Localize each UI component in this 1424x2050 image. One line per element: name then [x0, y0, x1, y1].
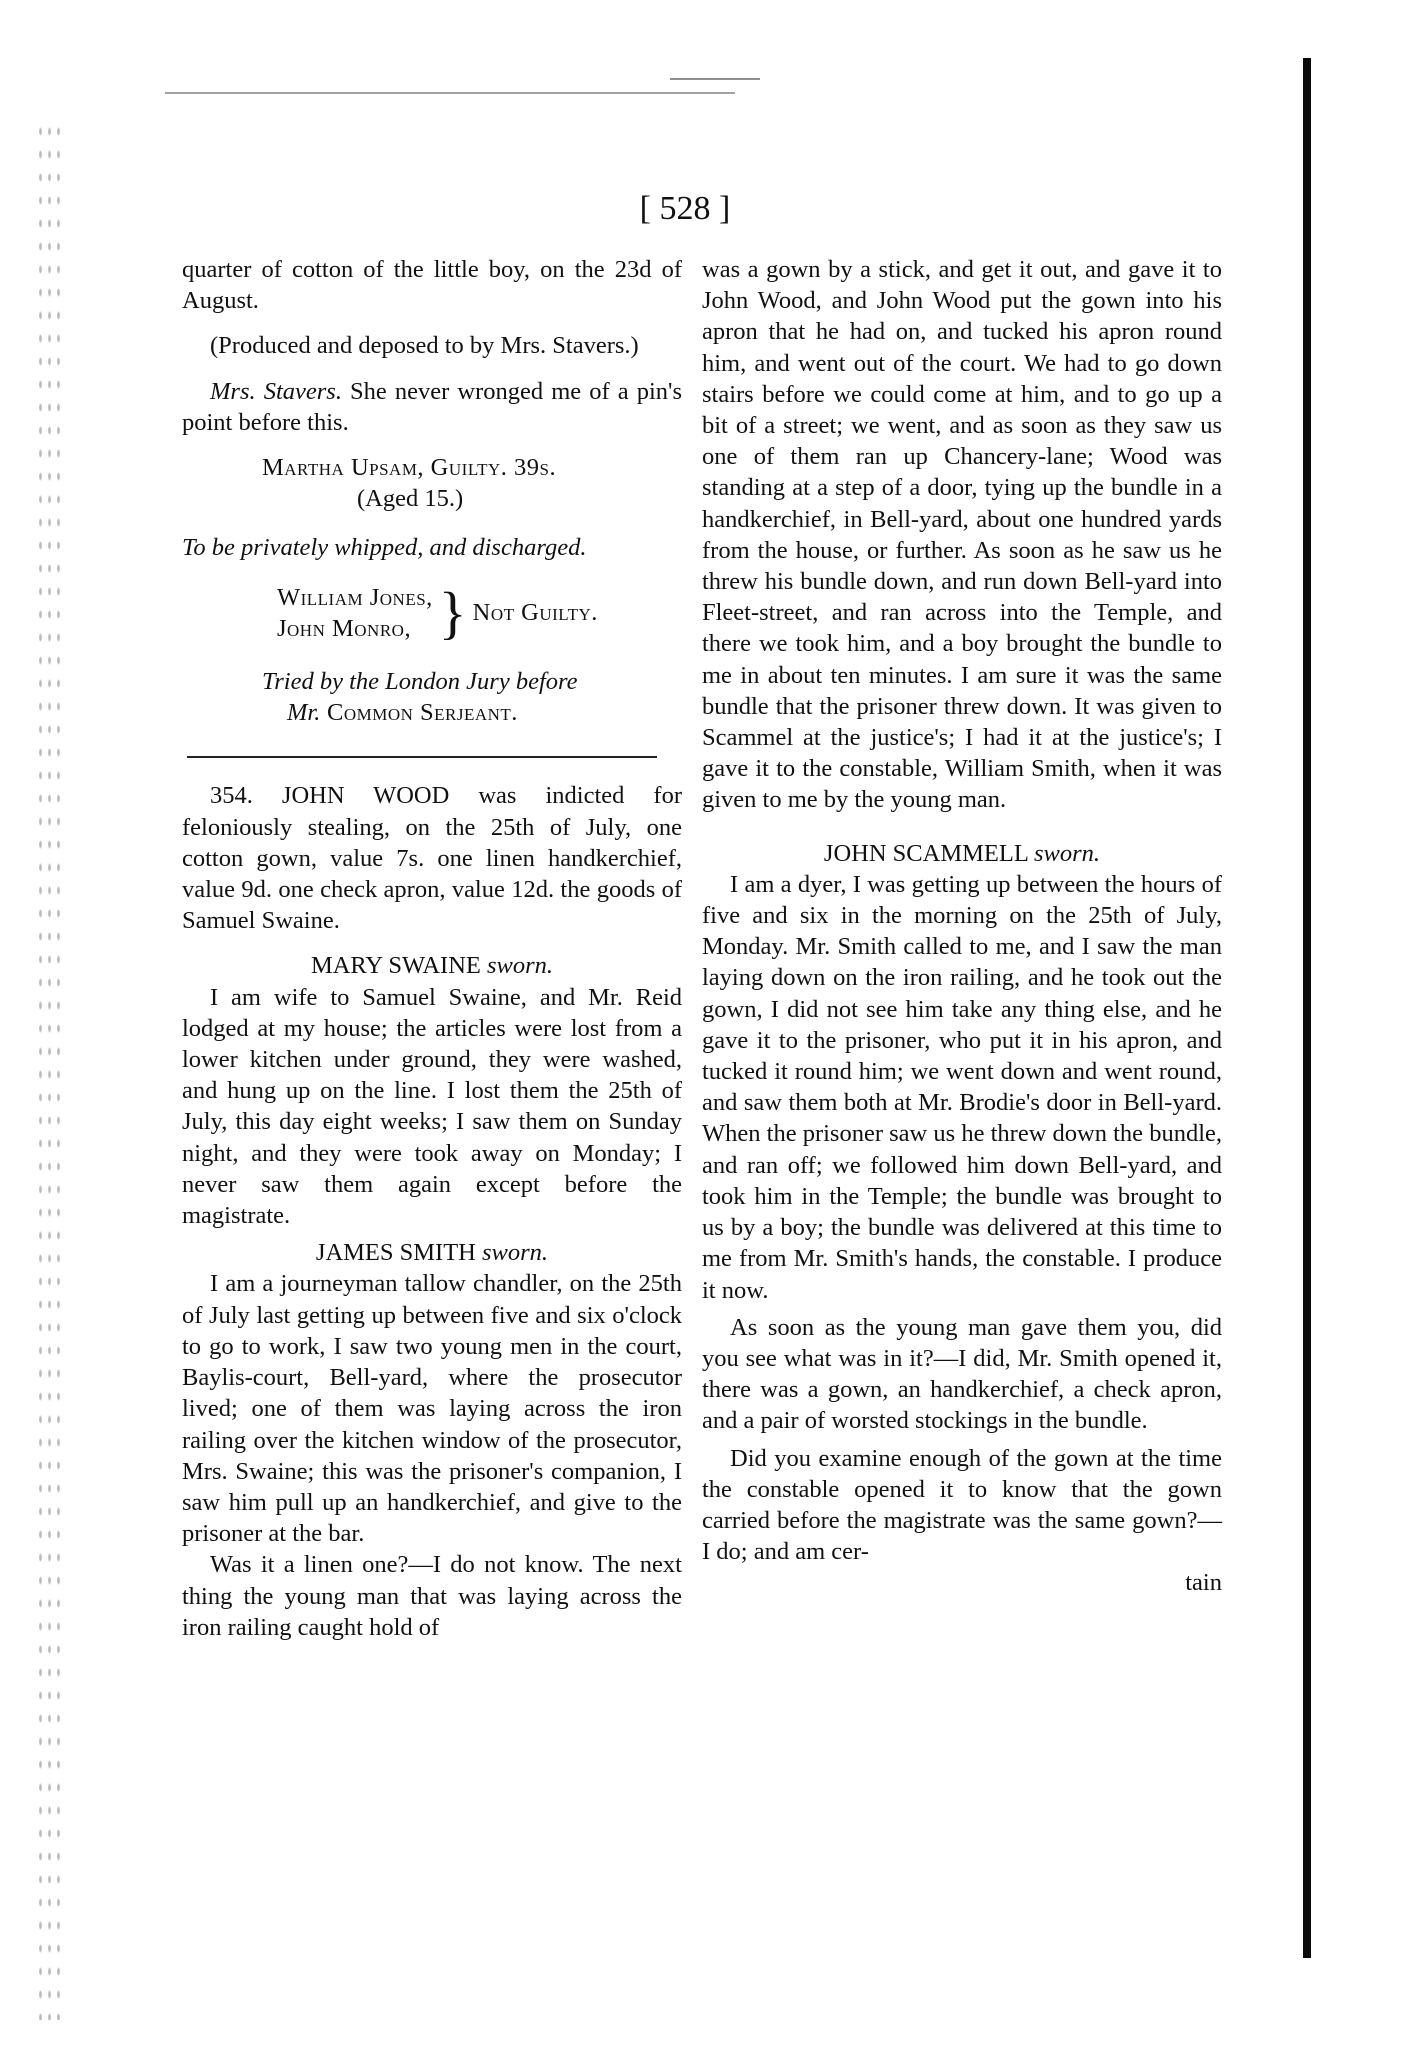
paragraph-produced: (Produced and deposed to by Mrs. Stavers.) [210, 332, 639, 360]
tried-line-2 [182, 697, 682, 728]
scan-top-line-fragment [670, 78, 760, 80]
witness-name: JOHN SCAMMELL [823, 839, 1028, 867]
speaker-text: She never wronged me of a pin's point before this. [182, 377, 682, 436]
witness-testimony: I am a journeyman tallow chandler, on the 25th of July last getting up between five and six o'clock to go to work, I saw two young men in the court, Baylis-court, Bell-yard, where the prosecutor lived; one of them was laying across the iron railing over the kitchen window of the prosecutor, Mrs. Swaine; this was the prisoner's companion, I saw him pull up an handkerchief, and give to the prisoner at the bar. [182, 1270, 682, 1548]
witness-heading [182, 1237, 682, 1268]
witness-heading [182, 950, 682, 981]
scan-margin-specks [36, 120, 66, 2020]
tried-judge: Common Serjeant. [320, 699, 518, 727]
question-answer: As soon as the young man gave them you, did you see what was in it?—I did, Mr. Smith opened it, there was a gown, an handkerchief, a check apron, and a pair of worsted stockings in the bundle. [702, 1313, 1222, 1435]
right-column [702, 254, 1222, 1599]
verdict-line: Martha Upsam, Guilty. 39s. [262, 454, 557, 482]
witness-name: MARY SWAINE [310, 952, 481, 980]
question-answer: Was it a linen one?—I do not know. The next thing the young man that was laying across the iron railing caught hold of [182, 1551, 682, 1641]
question-answer: Did you examine enough of the gown at the time the constable opened it to know that the gown carried before the magistrate was the same gown?—I do; and am cer- [702, 1444, 1222, 1566]
tried-line: Tried by the London Jury before [262, 668, 578, 696]
witness-sworn: sworn. [482, 1239, 549, 1267]
verdict-age: (Aged 15.) [357, 485, 464, 513]
acquitted-name: John Monro, [277, 614, 412, 642]
scan-top-line [165, 92, 735, 94]
acquittal-verdict: Not Guilty. [472, 599, 598, 627]
left-column [182, 254, 682, 1643]
witness-heading [702, 838, 1222, 869]
witness-sworn: sworn. [487, 952, 554, 980]
witness-sworn: sworn. [1034, 839, 1101, 867]
tried-mr: Mr. [287, 699, 321, 727]
catchword: tain [1185, 1569, 1222, 1597]
witness-testimony: I am a dyer, I was getting up between the hours of five and six in the morning on the 25th of July, Monday. Mr. Smith called to me, and I saw the man laying down on the iron railing, and he took out the gown, I did not see him take any thing else, and he gave it to the prisoner, who put it in his apron, and tucked it round him; we went down and went round, and saw them both at Mr. Brodie's door in Bell-yard. When the prisoner saw us he threw down the bundle, and ran off; we followed him down Bell-yard, and took him in the Temple; the bundle was brought to us by a boy; the bundle was delivered at this time to me from Mr. Smith's hands, the constable. I produce it now. [702, 870, 1222, 1304]
witness-name: JAMES SMITH [315, 1239, 476, 1267]
page-number: [ 528 ] [639, 190, 731, 227]
witness-testimony: I am wife to Samuel Swaine, and Mr. Reid lodged at my house; the articles were lost from a lower kitchen under ground, they were washed, and hung up on the line. I lost them the 25th of July, this day eight weeks; I saw them on Sunday night, and they were took away on Monday; I never saw them again except before the magistrate. [182, 983, 682, 1230]
paragraph-continuation: quarter of cotton of the little boy, on the 23d of August. [182, 256, 682, 315]
section-divider [187, 756, 657, 758]
acquitted-names [277, 582, 433, 644]
brace: } [438, 579, 467, 645]
paragraph-stavers [182, 376, 682, 438]
speaker-name: Mrs. Stavers. [210, 377, 342, 405]
sentence-line: To be privately whipped, and discharged. [182, 534, 587, 562]
acquittal-block [277, 579, 682, 645]
testimony-continuation: was a gown by a stick, and get it out, and gave it to John Wood, and John Wood put the gown into his apron that he had on, and tucked his apron round him, and went out of the court. We had to go down stairs before we could come at him, and to go up a bit of a street; we went, and as soon as they saw us one of them ran up Chancery-lane; Wood was standing at a step of a door, tying up the bundle in a handkerchief, in Bell-yard, about one hundred yards from the house, or further. As soon as he saw us he threw his bundle down, and run down Bell-yard into Fleet-street, and ran across into the Temple, and there we took him, and a boy brought the bundle to me in about ten minutes. I am sure it was the same bundle that the prisoner threw down. It was given to Scammel at the justice's; I had it at the justice's; I gave it to the constable, William Smith, when it was given to me by the young man. [702, 256, 1222, 814]
case-intro: 354. JOHN WOOD was indicted for feloniously stealing, on the 25th of July, one cotton gown, value 7s. one linen handkerchief, value 9d. one check apron, value 12d. the goods of Samuel Swaine. [182, 782, 682, 935]
page-edge-rule [1303, 58, 1311, 1958]
acquitted-name: William Jones, [277, 583, 433, 611]
